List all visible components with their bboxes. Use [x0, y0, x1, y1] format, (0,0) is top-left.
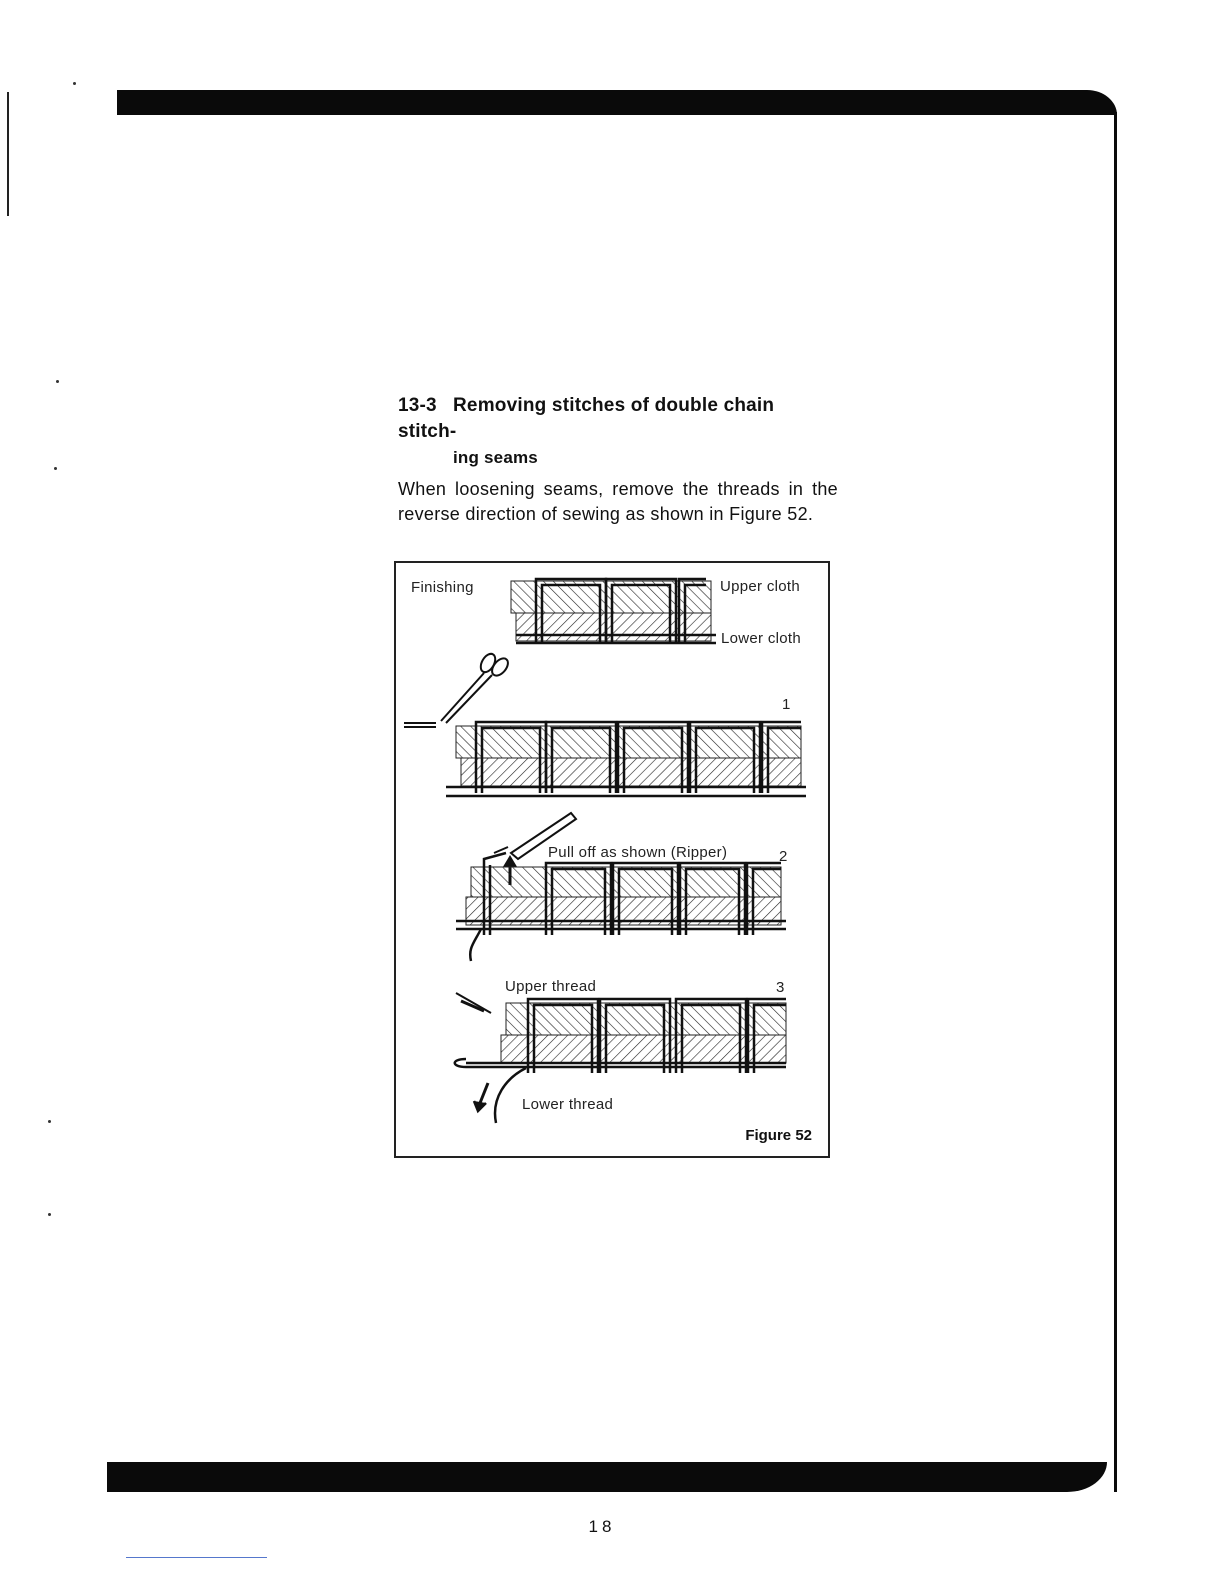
- section-13-3: [398, 393, 838, 527]
- scan-speck: [48, 1213, 51, 1216]
- scan-speck: [56, 380, 59, 383]
- scan-underline-mark: [126, 1557, 267, 1558]
- label-upper-cloth: Upper cloth: [720, 578, 801, 595]
- section-title-line2: ing seams: [453, 448, 538, 467]
- scan-margin-mark: [7, 92, 9, 216]
- section-title-line1: Removing stitches of double chain stitch-: [398, 395, 775, 442]
- seam-diagram-step-3: [455, 993, 786, 1123]
- scan-speck: [73, 82, 76, 85]
- header-bar: [117, 90, 1117, 115]
- label-finishing: Finishing: [411, 579, 474, 596]
- section-number: 13-3: [398, 395, 437, 416]
- scan-speck: [54, 467, 57, 470]
- figure-52: [394, 561, 830, 1158]
- finishing-seam-diagram: [511, 579, 716, 643]
- section-heading: [398, 393, 838, 471]
- figure-caption: Figure 52: [745, 1127, 812, 1144]
- footer-bar: [107, 1462, 1107, 1492]
- seam-diagram-step-2: [456, 853, 786, 961]
- label-step-1: 1: [782, 696, 791, 713]
- right-border-rule: [1104, 112, 1117, 1492]
- scissors-icon: [404, 651, 511, 727]
- label-lower-thread: Lower thread: [522, 1096, 614, 1113]
- label-pull-off: Pull off as shown (Ripper): [548, 844, 728, 861]
- page-number: 18: [588, 1517, 616, 1536]
- label-step-3: 3: [776, 979, 785, 996]
- label-lower-cloth: Lower cloth: [721, 630, 802, 647]
- section-body-text: When loosening seams, remove the threads in the reverse direction of sewing as shown in Figure 52.: [398, 479, 838, 524]
- seam-diagram-step-1: [446, 722, 806, 796]
- scan-speck: [48, 1120, 51, 1123]
- label-step-2: 2: [779, 848, 788, 865]
- label-upper-thread: Upper thread: [505, 978, 597, 995]
